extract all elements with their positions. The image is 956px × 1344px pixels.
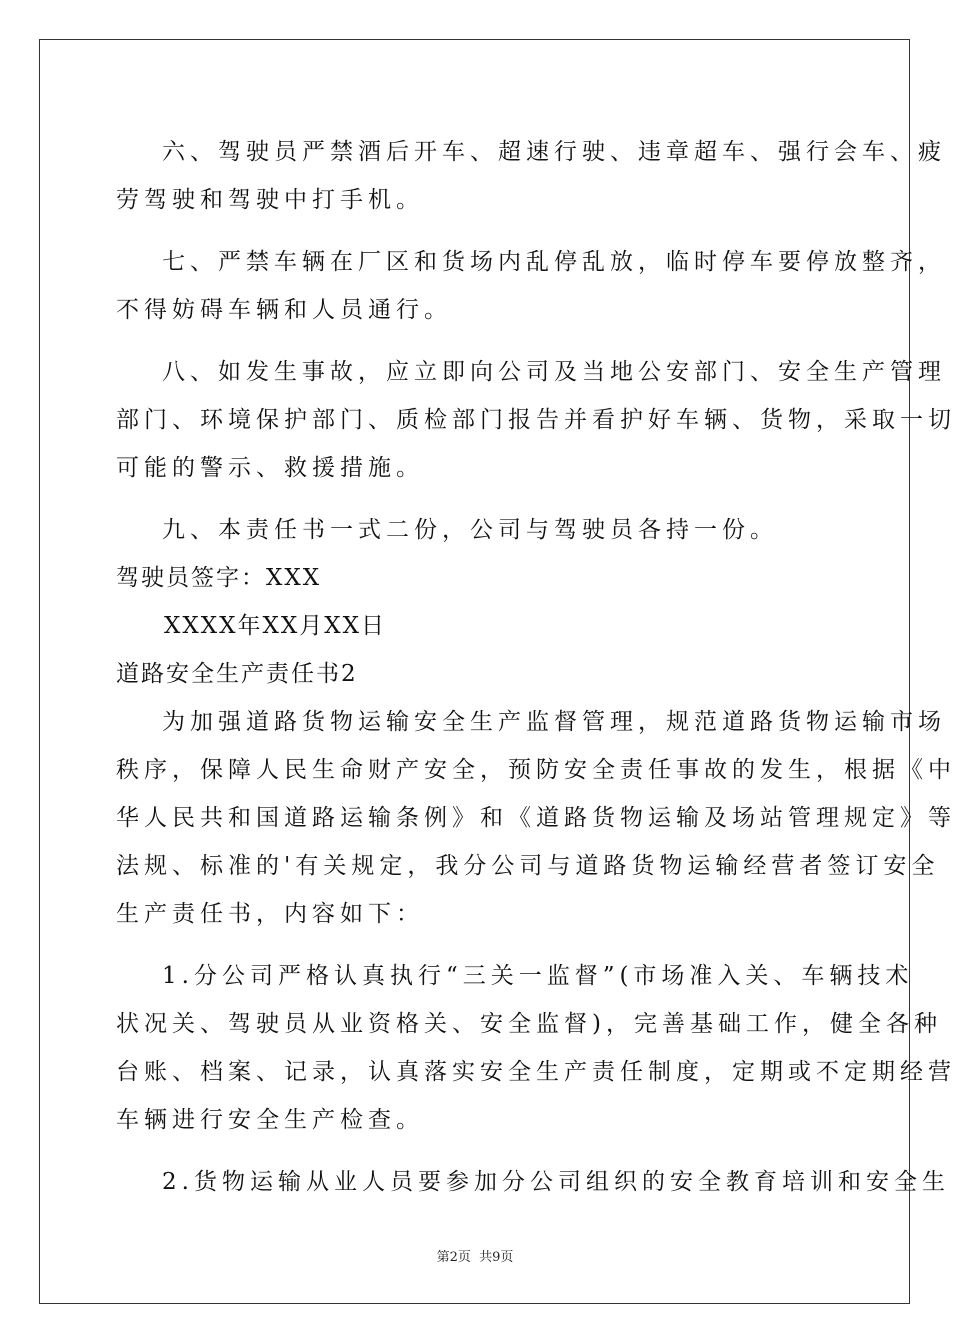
paragraph-line: 状况关、驾驶员从业资格关、安全监督)，完善基础工作，健全各种: [116, 1011, 942, 1037]
paragraph-line: 劳驾驶和驾驶中打手机。: [116, 187, 424, 213]
paragraph-line: 六、驾驶员严禁酒后开车、超速行驶、违章超车、强行会车、疲: [162, 139, 946, 165]
paragraph-line: 可能的警示、救援措施。: [116, 455, 424, 481]
page-footer: [0, 1246, 950, 1265]
page-total: 共9页: [479, 1250, 514, 1265]
paragraph-line: 秩序，保障人民生命财产安全，预防安全责任事故的发生，根据《中: [116, 757, 956, 783]
paragraph-line: 华人民共和国道路运输条例》和《道路货物运输及场站管理规定》等: [116, 805, 956, 831]
paragraph-line: 为加强道路货物运输安全生产监督管理，规范道路货物运输市场: [162, 709, 946, 735]
paragraph-line: 七、严禁车辆在厂区和货场内乱停乱放，临时停车要停放整齐，: [162, 249, 946, 275]
paragraph-line: 1.分公司严格认真执行“三关一监督”(市场准入关、车辆技术: [162, 963, 914, 989]
section-title: 道路安全生产责任书2: [116, 661, 358, 687]
page-number: 第2页: [436, 1250, 471, 1265]
paragraph-line: 法规、标准的'有关规定，我分公司与道路货物运输经营者签订安全: [116, 853, 940, 879]
paragraph-line: 生产责任书，内容如下：: [116, 901, 424, 927]
paragraph-line: 不得妨碍车辆和人员通行。: [116, 297, 452, 323]
paragraph-line: 台账、档案、记录，认真落实安全生产责任制度，定期或不定期经营: [116, 1059, 956, 1085]
document-body: [116, 128, 956, 1206]
paragraph-line: 车辆进行安全生产检查。: [116, 1107, 424, 1133]
driver-signature: 驾驶员签字：XXX: [116, 565, 322, 591]
paragraph-line: 部门、环境保护部门、质检部门报告并看护好车辆、货物，采取一切: [116, 407, 956, 433]
paragraph-line: 2.货物运输从业人员要参加分公司组织的安全教育培训和安全生: [162, 1169, 950, 1195]
paragraph-line: 九、本责任书一式二份，公司与驾驶员各持一份。: [162, 517, 778, 543]
paragraph-line: 八、如发生事故，应立即向公司及当地公安部门、安全生产管理: [162, 359, 946, 385]
signature-date: XXXX年XX月XX日: [164, 613, 386, 639]
